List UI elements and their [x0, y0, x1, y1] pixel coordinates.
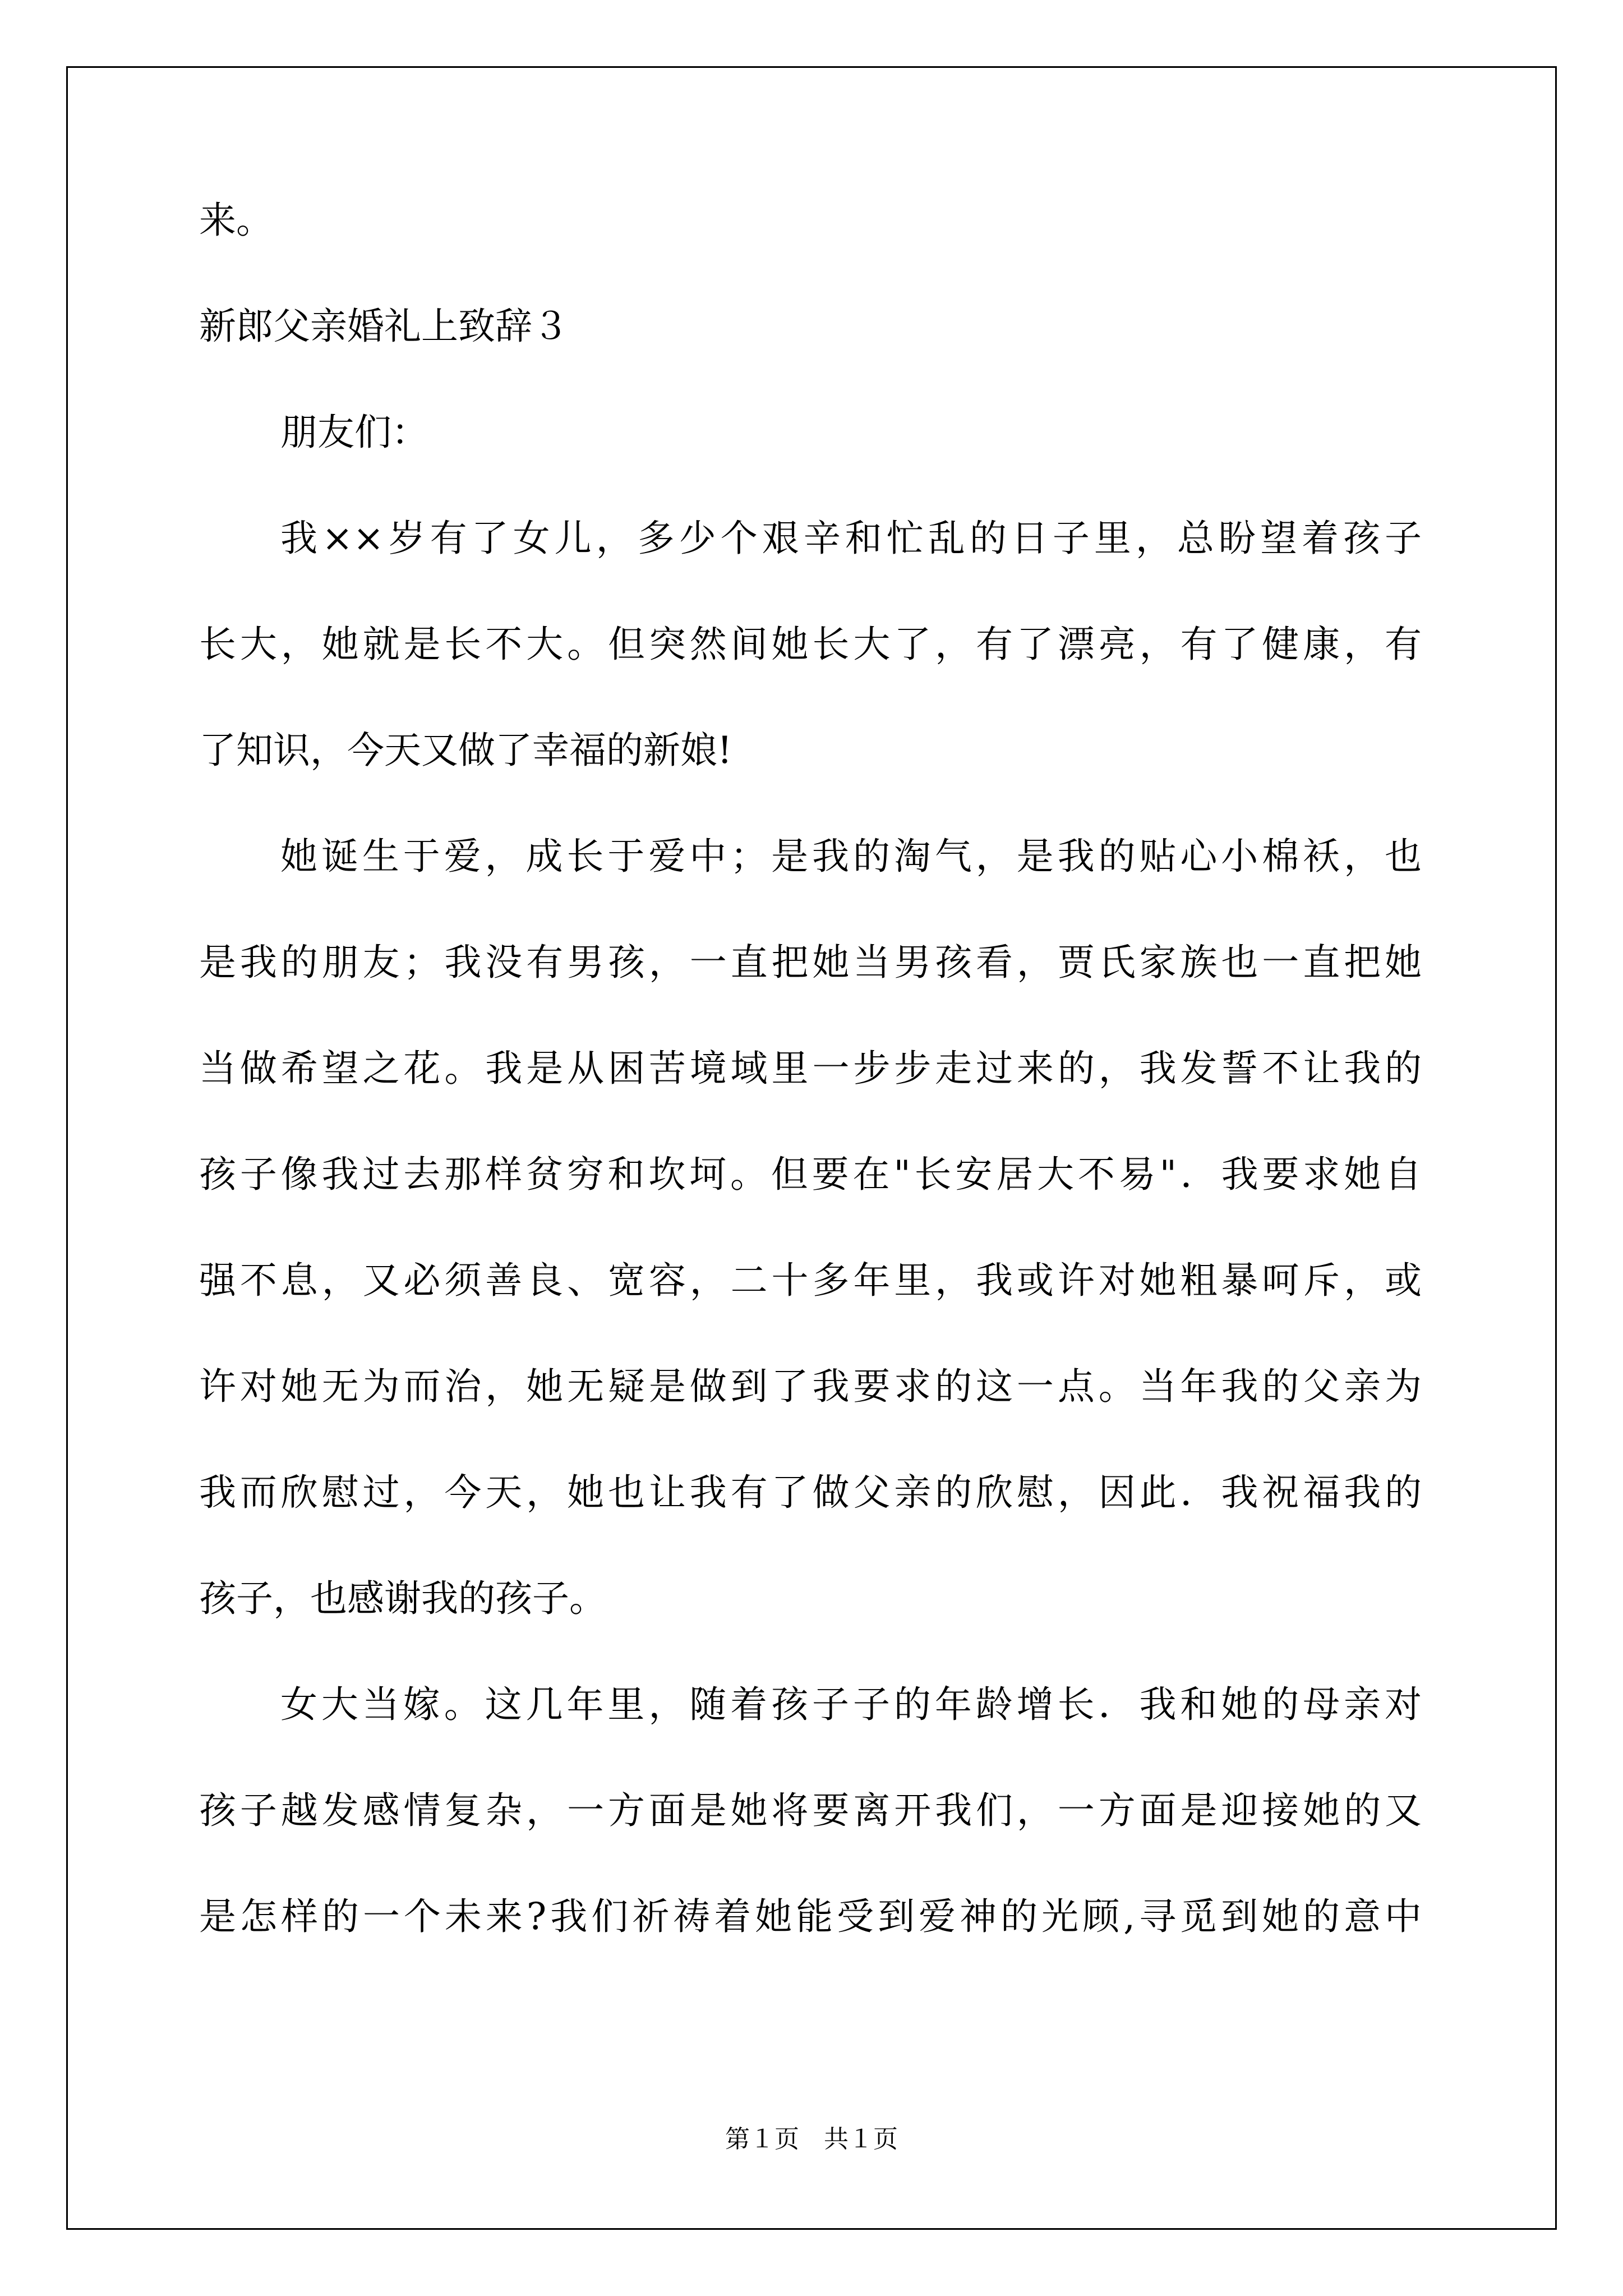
page-footer: 第１页 共１页 — [725, 2125, 898, 2154]
text-line: 来。 — [199, 199, 273, 242]
text-line: 是我的朋友；我没有男孩，一直把她当男孩看，贾氏家族也一直把她 — [199, 941, 1422, 984]
text-line: 她诞生于爱，成长于爱中；是我的淘气，是我的贴心小棉袄，也 — [280, 835, 1422, 878]
text-line: 了知识，今天又做了幸福的新娘! — [199, 729, 732, 772]
text-line: 我××岁有了女儿，多少个艰辛和忙乱的日子里，总盼望着孩子 — [280, 517, 1422, 560]
text-line: 许对她无为而治，她无疑是做到了我要求的这一点。当年我的父亲为 — [199, 1365, 1422, 1408]
text-line: 长大，她就是长不大。但突然间她长大了，有了漂亮，有了健康，有 — [199, 623, 1422, 666]
text-line: 女大当嫁。这几年里，随着孩子子的年龄增长．我和她的母亲对 — [280, 1683, 1422, 1726]
text-line: 我而欣慰过，今天，她也让我有了做父亲的欣慰，因此．我祝福我的 — [199, 1471, 1422, 1514]
text-line: 孩子越发感情复杂，一方面是她将要离开我们，一方面是迎接她的又 — [199, 1789, 1422, 1832]
salutation: 朋友们： — [280, 411, 428, 454]
text-line: 当做希望之花。我是从困苦境域里一步步走过来的，我发誓不让我的 — [199, 1047, 1422, 1090]
text-line: 是怎样的一个未来?我们祈祷着她能受到爱神的光顾,寻觅到她的意中 — [199, 1895, 1422, 1938]
text-line: 孩子像我过去那样贫穷和坎坷。但要在"长安居大不易"．我要求她自 — [199, 1153, 1422, 1196]
section-heading: 新郎父亲婚礼上致辞３ — [199, 305, 569, 348]
text-line: 强不息，又必须善良、宽容，二十多年里，我或许对她粗暴呵斥，或 — [199, 1259, 1422, 1302]
document-body — [199, 199, 1422, 2004]
text-line: 孩子，也感谢我的孩子。 — [199, 1577, 606, 1620]
